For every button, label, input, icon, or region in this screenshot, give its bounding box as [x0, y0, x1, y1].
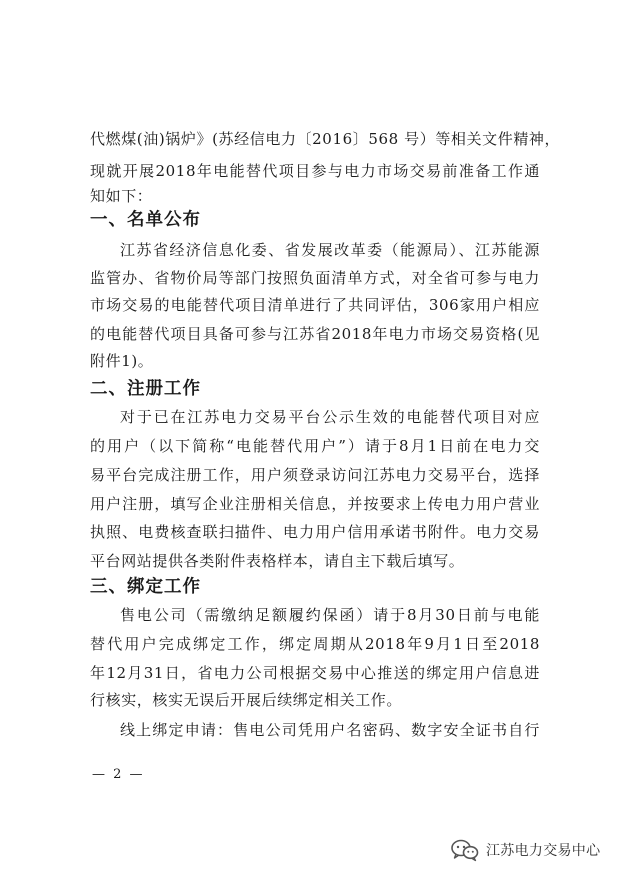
section3-line-4: 行核实，核实无误后开展后续绑定相关工作。: [90, 691, 403, 709]
section2-line-4: 用户注册，填写企业注册相关信息，并按要求上传电力用户营业: [90, 495, 540, 513]
section1-line-5: 附件1)。: [90, 352, 154, 370]
section1-line-3: 市场交易的电能替代项目清单进行了共同评估，306家用户相应: [90, 296, 540, 314]
section1-line-4: 的电能替代项目具备可参与江苏省2018年电力市场交易资格(见: [90, 325, 540, 343]
section2-line-1: 对于已在江苏电力交易平台公示生效的电能替代项目对应: [120, 408, 540, 426]
wechat-icon: [450, 838, 480, 862]
wechat-account-name: 江苏电力交易中心: [486, 843, 601, 859]
section2-line-3: 易平台完成注册工作，用户须登录访问江苏电力交易平台，选择: [90, 466, 540, 484]
section2-line-2: 的用户（以下简称“电能替代用户”）请于8月1日前在电力交: [90, 437, 540, 455]
section2-line-5: 执照、电费核查联扫描件、电力用户信用承诺书附件。电力交易: [90, 523, 540, 541]
section-heading-binding: 三、绑定工作: [90, 577, 201, 597]
section-heading-registration: 二、注册工作: [90, 379, 201, 399]
section-heading-list-publication: 一、名单公布: [90, 210, 201, 230]
intro-line-3: 知如下：: [90, 187, 153, 205]
section2-line-6: 平台网站提供各类附件表格样本，请自主下载后填写。: [90, 552, 465, 570]
section3-line-1: 售电公司（需缴纳足额履约保函）请于8月30日前与电能: [120, 606, 540, 624]
intro-line-2: 现就开展2018年电能替代项目参与电力市场交易前准备工作通: [90, 162, 540, 180]
section3-line-3: 年12月31日，省电力公司根据交易中心推送的绑定用户信息进: [90, 664, 540, 682]
section1-line-2: 监管办、省物价局等部门按照负面清单方式，对全省可参与电力: [90, 269, 540, 287]
page-number: — 2 —: [92, 767, 145, 782]
intro-line-1: 代燃煤(油)锅炉》(苏经信电力〔2016〕568 号）等相关文件精神，: [90, 130, 561, 148]
section3-line-2: 替代用户完成绑定工作，绑定周期从2018年9月1日至2018: [90, 635, 540, 653]
section3-line-5: 线上绑定申请：售电公司凭用户名密码、数字安全证书自行: [120, 721, 540, 739]
wechat-watermark: [450, 838, 600, 862]
section1-line-1: 江苏省经济信息化委、省发展改革委（能源局）、江苏能源: [120, 241, 540, 259]
